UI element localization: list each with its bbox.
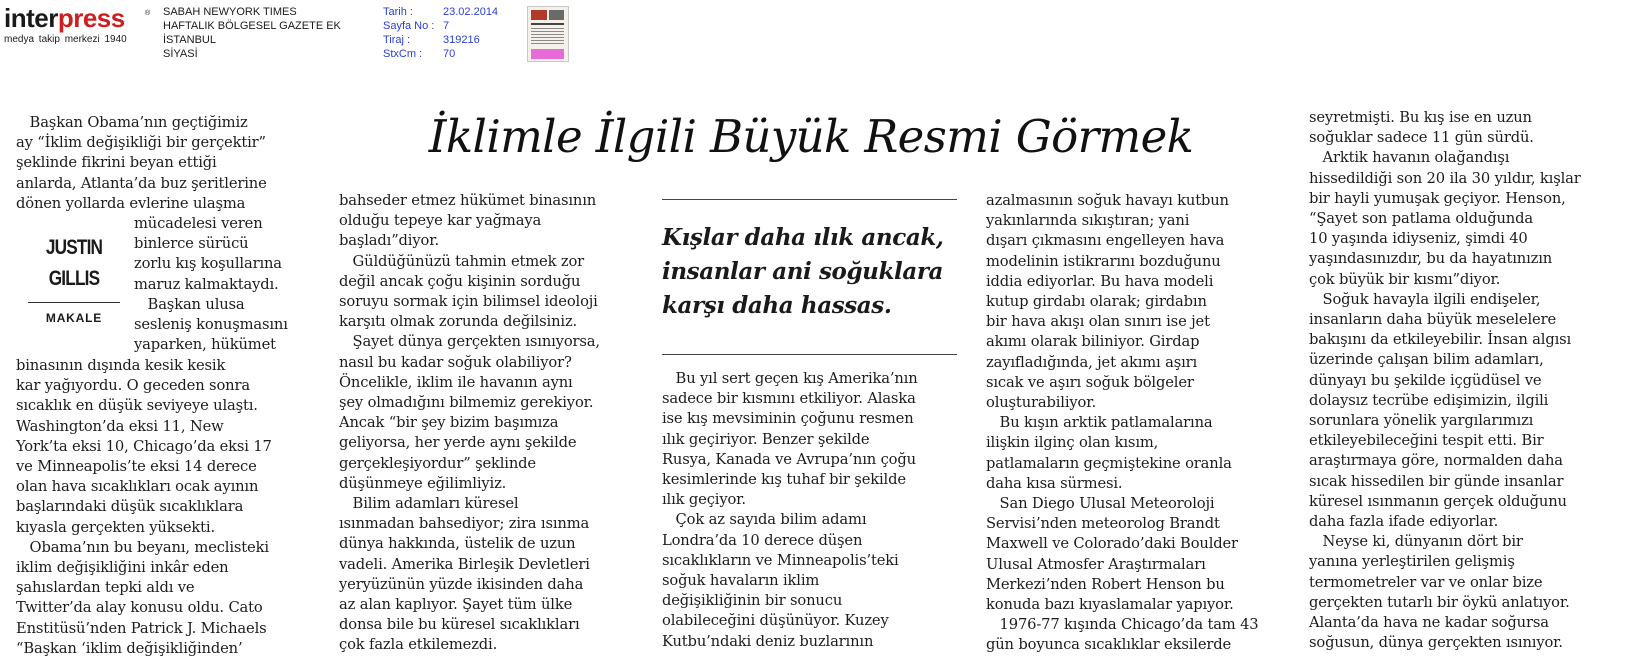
article-text-line: dolaysız tecrübe edişimizin, ilgili	[1309, 391, 1549, 409]
article-text-line: anlarda, Atlanta’da buz şeritlerine	[16, 174, 267, 192]
article-text-line: sorunlara yönelik yargılarımızı	[1309, 412, 1534, 430]
article-text-line: Arktik havanın olağandışı	[1309, 149, 1510, 167]
logo-tagline: medya takip merkezi 1940	[4, 34, 127, 45]
article-text-line: yeryüzünün yüzde ikisinden daha	[339, 575, 584, 593]
article-text-line: şey olmadığını bilmemiz gerekiyor.	[339, 394, 594, 412]
article-text-line: azalmasının soğuk havayı kutbun	[986, 192, 1229, 209]
article-text-line: kıyasla gerçekten yüksekti.	[16, 518, 215, 536]
byline-divider	[28, 302, 120, 303]
article-text-line: Merkezi’nden Robert Henson bu	[986, 575, 1225, 593]
article-column-1-top	[16, 113, 267, 214]
article-text-line: Enstitüsü’nden Patrick J. Michaels	[16, 619, 267, 637]
logo-wordmark	[4, 4, 125, 32]
article-text-line: oluşturabiliyor.	[986, 394, 1096, 412]
article-text-line: şahıslardan tepki aldı ve	[16, 579, 195, 597]
article-text-line: 1976-77 kışında Chicago’da tam 43	[986, 616, 1259, 634]
publication-section: SİYASİ	[163, 48, 198, 60]
article-text-line: olduğu tepeye kar yağmaya	[339, 212, 542, 230]
article-text-line: Maxwell ve Colorado’daki Boulder	[986, 535, 1238, 553]
article-text-line: ılık geçiyor.	[662, 491, 746, 509]
article-text-line: ilişkin ilginç olan kısım,	[986, 434, 1159, 452]
article-text-line: karşıtı olmak zorunda değilsiniz.	[339, 313, 578, 331]
article-text-line: araştırmaya göre, normalden daha	[1309, 452, 1563, 470]
article-text-line: ise kış mevsiminin çoğunu resmen	[662, 410, 914, 428]
article-text-line: Güldüğünüzü tahmin etmek zor	[339, 252, 585, 270]
article-text-line: etkileyebileceğini tespit etti. Bir	[1309, 432, 1544, 450]
meta-label: Sayfa No :	[383, 20, 435, 32]
pull-quote-line: karşı daha hassas.	[662, 292, 892, 319]
article-text-line: daha fazla ifade ediyorlar.	[1309, 513, 1499, 531]
pull-quote-line: Kışlar daha ılık ancak,	[662, 224, 944, 251]
article-text-line: sadece bir kısmını etkiliyor. Alaska	[662, 390, 916, 408]
article-title: İklimle İlgili Büyük Resmi Görmek	[428, 110, 1194, 163]
article-text-line: ısınmadan bahsediyor; zira ısınma	[339, 515, 590, 533]
article-text-line: insanların daha büyük meselelere	[1309, 311, 1556, 329]
article-text-line: değil ancak çoğu kişinin sorduğu	[339, 272, 581, 290]
meta-value: 7	[443, 20, 450, 32]
author-name-first: JUSTIN	[45, 236, 103, 259]
article-text-line: üzerinde çalışan bilim adamları,	[1309, 351, 1544, 369]
article-text-line: bir hayli yumuşak geçiyor. Henson,	[1309, 189, 1566, 207]
meta-value: 23.02.2014	[443, 6, 499, 18]
article-text-line: ve Minneapolis’te eksi 14 derece	[16, 458, 257, 476]
article-text-line: çok büyük bir kısmı”diyor.	[1309, 270, 1501, 288]
article-text-line: Obama’nın bu beyanı, meclisteki	[16, 538, 269, 556]
pull-quote-line: insanlar ani soğuklara	[662, 258, 944, 285]
article-text-line: Öncelikle, iklim ile havanın aynı	[339, 373, 573, 391]
logo-wordmark-part1: inter	[4, 3, 58, 33]
article-text-line: Kutbu’ndaki deniz buzlarının	[662, 632, 874, 650]
article-text-line: Twitter’da alay konusu oldu. Cato	[16, 599, 263, 617]
article-column-1-wrap	[134, 214, 288, 355]
article-text-line: başlarındaki düşük sıcaklıklara	[16, 498, 244, 516]
article-text-line: Bu yıl sert geçen kış Amerika’nın	[662, 370, 918, 387]
article-text-line: Servisi’nden meteorolog Brandt	[986, 515, 1220, 533]
article-text-line: zayıfladığında, jet akımı aşırı	[986, 353, 1198, 371]
article-text-line: soğusun, dünya gerçekten ısınıyor.	[1309, 634, 1563, 652]
meta-label: Tiraj :	[383, 34, 411, 46]
article-text-line: termometreler var ve onlar bize	[1309, 573, 1543, 591]
article-text-line: dışarı çıkmasını engelleyen hava	[986, 232, 1225, 250]
article-text-line: vadeli. Amerika Birleşik Devletleri	[339, 555, 590, 573]
article-text-line: çok fazla etkilemezdi.	[339, 636, 498, 654]
article-text-line: yaşındasınızdır, bu da hayatınızın	[1309, 250, 1553, 268]
article-text-line: bir hava akışı olan sınırı ise jet	[986, 313, 1210, 331]
article-column-4	[986, 191, 1259, 656]
article-text-line: Başkan Obama’nın geçtiğimiz	[16, 114, 248, 131]
article-text-line: hissedildiği son 20 ila 30 yıldır, kışlar	[1309, 169, 1581, 187]
pull-quote	[662, 221, 962, 323]
byline	[22, 232, 126, 325]
article-text-line: kesimlerinde kış tuhaf bir şekilde	[662, 471, 906, 489]
article-text-line: Soğuk havayla ilgili endişeler,	[1309, 290, 1541, 308]
article-text-line: sıcak ve aşırı soğuk bölgeler	[986, 373, 1194, 391]
publication-info	[163, 5, 341, 61]
article-text-line: York’ta eksi 10, Chicago’da eksi 17	[16, 437, 272, 455]
article-text-line: başladı”diyor.	[339, 232, 439, 250]
article-text-line: nasıl bu kadar soğuk olabiliyor?	[339, 353, 572, 371]
meta-label: Tarih :	[383, 6, 413, 18]
clipping-meta	[383, 5, 523, 61]
article-text-line: konuda bazı kıyaslamalar yapıyor.	[986, 596, 1234, 614]
article-text-line: sıcaklık en düşük seviyeye ulaştı.	[16, 397, 258, 415]
article-text-line: Çok az sayıda bilim adamı	[662, 511, 867, 529]
pull-quote-rule-bottom	[662, 354, 957, 355]
meta-row-date	[383, 5, 523, 19]
interpress-logo	[4, 4, 154, 48]
article-text-line: iklim değişikliğini inkâr eden	[16, 559, 229, 577]
article-text-line: kutup girdabı olarak; girdabın	[986, 293, 1207, 311]
article-text-line: mücadelesi veren	[134, 215, 263, 232]
article-text-line: Rusya, Kanada ve Avrupa’nın çoğu	[662, 450, 916, 468]
author-name-last: GILLIS	[48, 267, 100, 290]
article-text-line: soğuklar sadece 11 gün sürdü.	[1309, 129, 1534, 147]
article-text-line: akımı olarak biliniyor. Girdap	[986, 333, 1200, 351]
logo-wordmark-part2: press	[57, 3, 125, 33]
article-text-line: ay “İklim değişikliği bir gerçektir”	[16, 134, 266, 152]
article-text-line: sıcak hissedilen bir günde insanlar	[1309, 472, 1564, 490]
page-thumbnail[interactable]	[527, 6, 569, 62]
article-text-line: Şayet dünya gerçekten ısınıyorsa,	[339, 333, 600, 351]
article-text-line: değişikliğinin bir sonucu	[662, 592, 843, 610]
article-text-line: ılık geçiriyor. Benzer şekilde	[662, 430, 870, 448]
article-text-line: bakışını da etkileyebilir. İnsan algısı	[1309, 331, 1572, 349]
article-text-line: gerçekten tutarlı bir öykü anlatıyor.	[1309, 593, 1570, 611]
article-text-line: sıcaklıkların ve Minneapolis’teki	[662, 551, 899, 569]
article-text-line: Ulusal Atmosfer Araştırmaları	[986, 555, 1206, 573]
article-text-line: donsa bile bu küresel sıcaklıkları	[339, 616, 580, 634]
article-text-line: bahseder etmez hükümet binasının	[339, 192, 597, 209]
article-text-line: dönen yollarda evlerine ulaşma	[16, 194, 246, 212]
meta-row-stxcm	[383, 47, 523, 61]
article-text-line: soruyu sormak için bilimsel ideoloji	[339, 293, 598, 311]
article-text-line: düşünmeye eğilimliyiz.	[339, 474, 507, 492]
byline-section-tag: MAKALE	[45, 311, 103, 325]
article-text-line: patlamaların geçmiştekine oranla	[986, 454, 1232, 472]
article-text-line: şeklinde fikrini beyan ettiği	[16, 154, 217, 172]
publication-name: SABAH NEWYORK TIMES	[163, 6, 297, 18]
article-text-line: seyretmişti. Bu kış ise en uzun	[1309, 109, 1532, 126]
article-text-line: Washington’da eksi 11, New	[16, 417, 224, 435]
article-text-line: Ancak “bir şey bizim başımıza	[339, 414, 559, 432]
article-text-line: 10 yaşında idiyseniz, şimdi 40	[1309, 230, 1528, 248]
article-text-line: yaparken, hükümet	[134, 336, 276, 354]
publication-city: İSTANBUL	[163, 34, 216, 46]
meta-value: 319216	[443, 34, 480, 46]
article-text-line: Bu kışın arktik patlamalarına	[986, 414, 1213, 432]
article-text-line: olabileceğini düşünüyor. Kuzey	[662, 612, 889, 630]
article-text-line: yanına yerleştirilen gelişmiş	[1309, 553, 1515, 571]
article-text-line: binasının dışında kesik kesik	[16, 357, 226, 374]
article-column-2	[339, 191, 600, 656]
meta-label: StxCm :	[383, 48, 423, 60]
article-text-line: gün boyunca sıcaklıklar eksilerde	[986, 636, 1232, 654]
article-column-3	[662, 369, 918, 652]
article-text-line: yakınlarında sıkıştıran; yani	[986, 212, 1190, 230]
meta-row-page	[383, 19, 523, 33]
article-text-line: zorlu kış koşullarına	[134, 255, 282, 273]
article-text-line: Başkan ulusa	[134, 295, 245, 313]
article-text-line: dünya hakkında, üstelik de uzun	[339, 535, 576, 553]
meta-value: 70	[443, 48, 456, 60]
article-text-line: olan hava sıcaklıkları ocak ayının	[16, 478, 259, 496]
article-text-line: Alanta’da hava ne kadar soğursa	[1309, 614, 1549, 632]
article-column-5	[1309, 108, 1581, 653]
article-text-line: Bilim adamları küresel	[339, 495, 519, 513]
publication-edition: HAFTALIK BÖLGESEL GAZETE EK	[163, 20, 341, 32]
article-text-line: soğuk havaların iklim	[662, 572, 820, 590]
article-column-1-bottom	[16, 356, 272, 659]
article-text-line: kar yağıyordu. O geceden sonra	[16, 377, 250, 395]
article-text-line: modelinin istikrarını bozduğunu	[986, 252, 1221, 270]
article-text-line: Londra’da 10 derece düşen	[662, 531, 863, 549]
article-text-line: “Şayet son patlama olduğunda	[1309, 210, 1533, 228]
article-text-line: az alan kaplıyor. Şayet tüm ülke	[339, 596, 573, 614]
article-text-line: gerçekleşiyordur” şeklinde	[339, 454, 536, 472]
article-text-line: iddia ediyorlar. Bu hava modeli	[986, 272, 1214, 290]
article-text-line: binlerce sürücü	[134, 235, 249, 253]
article-text-line: sesleniş konuşmasını	[134, 316, 288, 334]
article-text-line: geliyorsa, her yerde aynı şekilde	[339, 434, 577, 452]
meta-row-circulation	[383, 33, 523, 47]
article-text-line: dünyayı bu şekilde içgüdüsel ve	[1309, 371, 1542, 389]
article-text-line: Neyse ki, dünyanın dört bir	[1309, 533, 1523, 551]
article-text-line: San Diego Ulusal Meteoroloji	[986, 495, 1215, 513]
pull-quote-rule-top	[662, 199, 957, 200]
registered-mark: ®	[145, 10, 151, 17]
article-text-line: daha kısa sürmesi.	[986, 474, 1123, 492]
article-text-line: “Başkan ‘iklim değişikliğinden’	[16, 639, 243, 657]
article-text-line: küresel ısınmanın gerçek olduğunu	[1309, 492, 1567, 510]
article-text-line: maruz kalmaktaydı.	[134, 275, 279, 293]
